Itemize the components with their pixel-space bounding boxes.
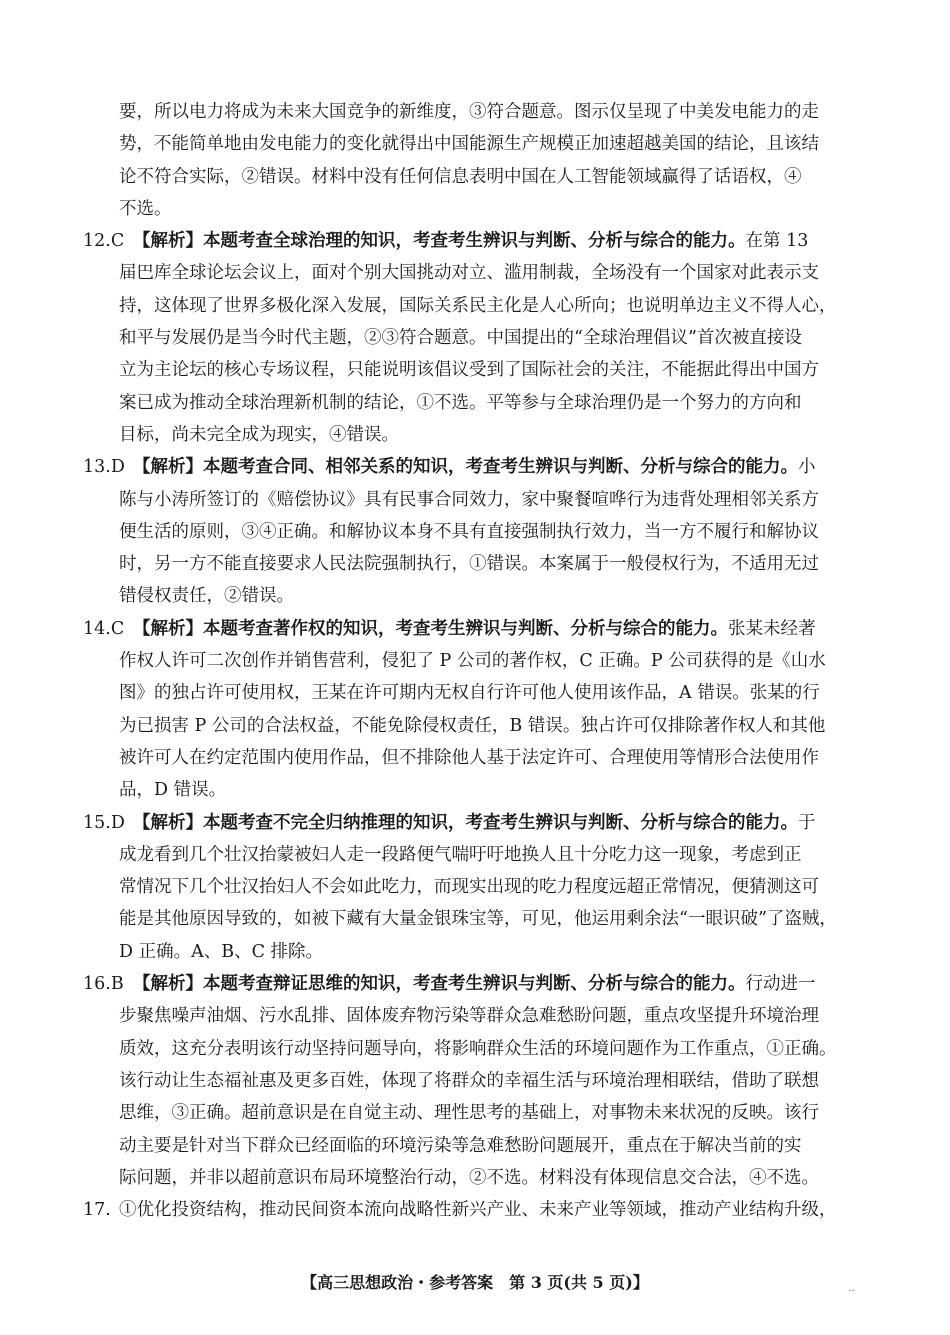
analysis-heading: 【解析】本题考查合同、相邻关系的知识，考查考生辨识与判断、分析与综合的能力。 — [133, 457, 798, 478]
answer-first-line — [83, 613, 863, 645]
text-line: 要，所以电力将成为未来大国竞争的新维度，③符合题意。图示仅呈现了中美发电能力的走 — [119, 102, 819, 122]
text-line: 持，这体现了世界多极化深入发展，国际关系民主化是人心所向；也说明单边主义不得人心， — [119, 295, 837, 316]
text-line: 陈与小涛所签订的《赔偿协议》具有民事合同效力，家中聚餐喧哗行为违背处理相邻关系方 — [119, 489, 819, 510]
answer-item-14 — [83, 613, 863, 807]
answer-number: 16.B — [83, 974, 124, 995]
answer-content — [83, 96, 863, 1226]
text-line: 为已损害 P 公司的合法权益，不能免除侵权责任，B 错误。独占许可仅排除著作权人和其他 — [119, 715, 826, 736]
corner-mark: ‥ — [848, 1283, 855, 1294]
answer-text: 小 — [798, 457, 816, 478]
text-line: 质效，这充分表明该行动坚持问题导向，将影响群众生活的环境问题作为工作重点，①正确。 — [119, 1038, 837, 1059]
text-line: 图》的独占许可使用权，王某在许可期内无权自行许可他人使用该作品，A 错误。张某的行 — [119, 683, 820, 704]
analysis-heading: 【解析】本题考查著作权的知识，考查考生辨识与判断、分析与综合的能力。 — [133, 618, 728, 639]
answer-text: ①优化投资结构，推动民间资本流向战略性新兴产业、未来产业等领域，推动产业结构升级， — [119, 1200, 837, 1221]
text-line: 步聚焦噪声油烟、污水乱排、固体废弃物污染等群众急难愁盼问题，重点攻坚提升环境治理 — [119, 1006, 819, 1027]
answer-text: 行动进一 — [745, 974, 816, 995]
analysis-heading: 【解析】本题考查全球治理的知识，考查考生辨识与判断、分析与综合的能力。 — [133, 231, 746, 252]
text-line: 被许可人在约定范围内使用作品，但不排除他人基于法定许可、合理使用等情形合法使用作 — [119, 747, 819, 768]
answer-item-17 — [83, 1194, 863, 1226]
answer-first-line — [83, 807, 863, 839]
answer-text: 在第 13 — [745, 231, 809, 252]
text-line: 该行动让生态福祉惠及更多百姓，体现了将群众的幸福生活与环境治理相联结，借助了联想 — [119, 1070, 819, 1091]
text-line: D 正确。A、B、C 排除。 — [119, 941, 324, 962]
answer-first-line — [83, 968, 863, 1000]
answer-text: 于 — [798, 812, 816, 833]
text-line: 不选。 — [119, 198, 172, 219]
text-line: 成龙看到几个壮汉抬蒙被妇人走一段路便气喘吁吁地换人且十分吃力这一现象，考虑到正 — [119, 844, 802, 865]
text-line: 和平与发展仍是当今时代主题，②③符合题意。中国提出的“全球治理倡议”首次被直接设 — [119, 328, 802, 349]
analysis-heading: 【解析】本题考查不完全归纳推理的知识，考查考生辨识与判断、分析与综合的能力。 — [133, 812, 798, 833]
text-line: 案已成为推动全球治理新机制的结论，①不选。平等参与全球治理仍是一个努力的方向和 — [119, 392, 802, 413]
text-line: 动主要是针对当下群众已经面临的环境污染等急难愁盼问题展开，重点在于解决当前的实 — [119, 1135, 802, 1156]
answer-number: 15.D — [83, 812, 125, 833]
text-line: 立为主论坛的核心专场议程，只能说明该倡议受到了国际社会的关注，不能据此得出中国方 — [119, 360, 819, 381]
answer-item-13 — [83, 451, 863, 612]
continuation-block — [83, 96, 863, 225]
answer-first-line — [83, 225, 863, 257]
answer-first-line — [83, 451, 863, 483]
text-line: 届巴库全球论坛会议上，面对个别大国挑动对立、滥用制裁，全场没有一个国家对此表示支 — [119, 263, 819, 284]
answer-item-16 — [83, 968, 863, 1194]
text-line: 势，不能简单地由发电能力的变化就得出中国能源生产规模正加速超越美国的结论，且该结 — [119, 134, 819, 155]
text-line: 际问题，并非以超前意识布局环境整治行动，②不选。材料没有体现信息交合法，④不选。 — [119, 1167, 819, 1188]
text-line: 能是其他原因导致的，如被下藏有大量金银珠宝等，可见，他运用剩余法“一眼识破”了盗贼， — [119, 909, 837, 930]
text-line: 错侵权责任，②错误。 — [119, 586, 294, 607]
text-line: 常情况下几个壮汉抬妇人不会如此吃力，而现实出现的吃力程度远超正常情况，便猜测这可 — [119, 877, 819, 898]
text-line: 论不符合实际，②错误。材料中没有任何信息表明中国在人工智能领域赢得了话语权，④ — [119, 166, 802, 187]
answer-number: 13.D — [83, 457, 125, 478]
text-line: 思维，③正确。超前意识是在自觉主动、理性思考的基础上，对事物未来状况的反映。该行 — [119, 1103, 819, 1124]
text-line: 目标，尚未完全成为现实，④错误。 — [119, 424, 399, 445]
answer-item-12 — [83, 225, 863, 451]
answer-item-15 — [83, 807, 863, 968]
answer-number: 14.C — [83, 618, 125, 639]
answer-first-line — [83, 1194, 863, 1226]
analysis-heading: 【解析】本题考查辩证思维的知识，考查考生辨识与判断、分析与综合的能力。 — [133, 974, 746, 995]
answer-text: 张某未经著 — [728, 618, 816, 639]
answer-number: 17. — [83, 1200, 111, 1221]
text-line: 时，另一方不能直接要求人民法院强制执行，①错误。本案属于一般侵权行为，不适用无过 — [119, 554, 819, 575]
text-line: 品，D 错误。 — [119, 780, 227, 801]
text-line: 作权人许可二次创作并销售营利，侵犯了 P 公司的著作权，C 正确。P 公司获得的是《山水 — [119, 651, 826, 672]
text-line: 便生活的原则，③④正确。和解协议本身不具有直接强制执行效力，当一方不履行和解协议 — [119, 521, 819, 542]
page-footer: 【高三思想政治・参考答案 第 3 页(共 5 页)】 — [301, 1273, 649, 1292]
answer-number: 12.C — [83, 231, 125, 252]
